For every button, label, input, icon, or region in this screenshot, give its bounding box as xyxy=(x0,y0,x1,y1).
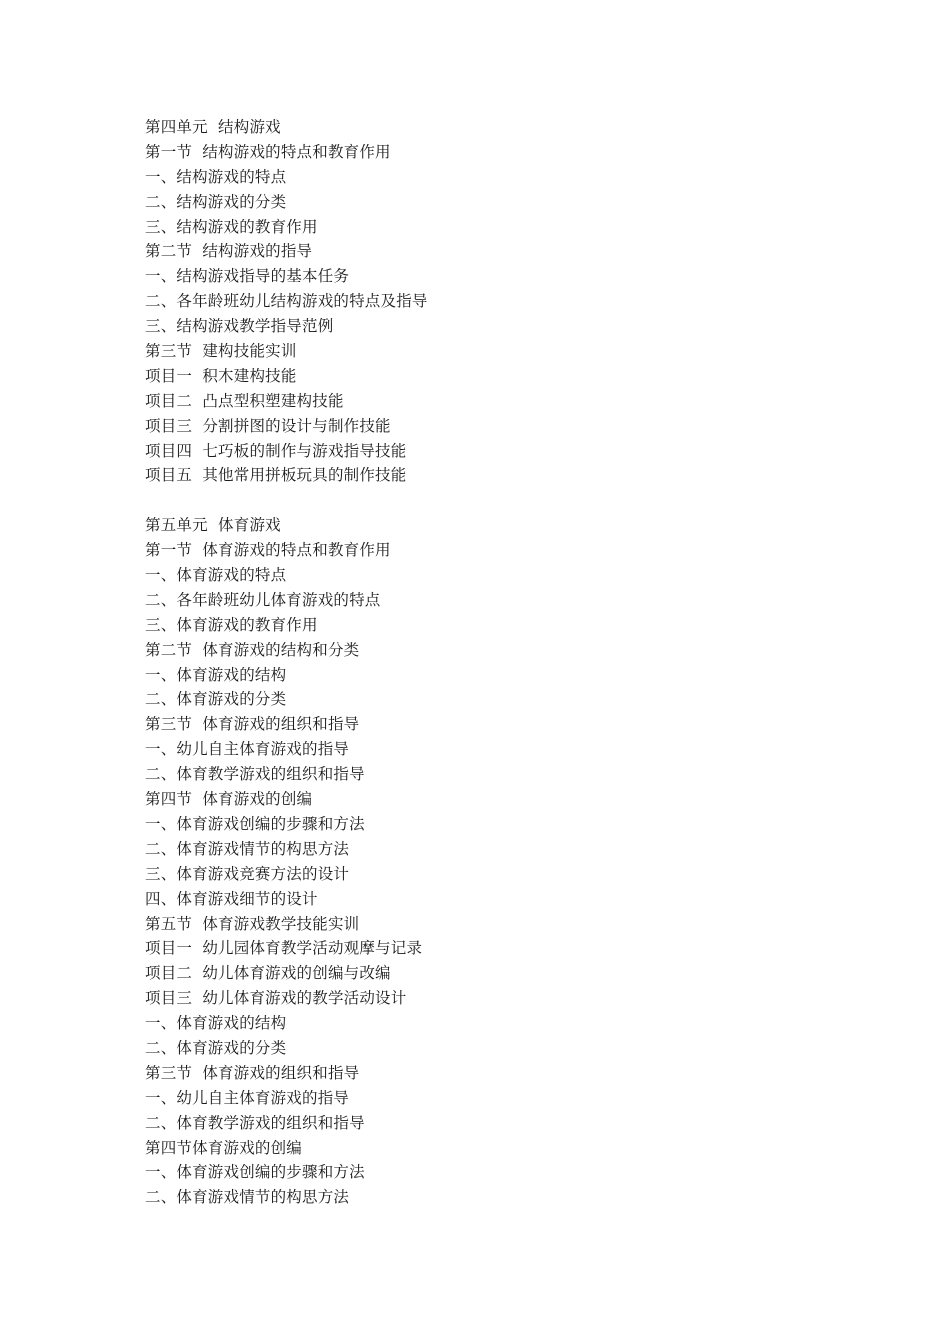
list-item: 二、各年龄班幼儿体育游戏的特点 xyxy=(145,590,381,609)
list-item: 一、结构游戏的特点 xyxy=(145,167,287,186)
chapter-heading: 第一节 体育游戏的特点和教育作用 xyxy=(145,541,391,560)
list-item: 二、体育游戏的分类 xyxy=(145,1038,287,1057)
list-item: 一、体育游戏的结构 xyxy=(145,1014,287,1033)
project-item: 项目一 积木建构技能 xyxy=(145,366,297,385)
project-item: 项目三 分割拼图的设计与制作技能 xyxy=(145,416,391,435)
list-item: 一、结构游戏指导的基本任务 xyxy=(145,267,350,286)
unit-title: 第四单元 结构游戏 xyxy=(145,118,281,136)
chapter-heading: 第三节 建构技能实训 xyxy=(145,342,297,361)
list-item: 一、体育游戏的特点 xyxy=(145,566,287,585)
chapter-heading: 第三节 体育游戏的组织和指导 xyxy=(145,715,360,734)
list-item: 一、幼儿自主体育游戏的指导 xyxy=(145,1088,350,1107)
list-item: 一、体育游戏创编的步骤和方法 xyxy=(145,1163,365,1182)
chapter-heading: 第二节 体育游戏的结构和分类 xyxy=(145,640,360,659)
list-item: 二、各年龄班幼儿结构游戏的特点及指导 xyxy=(145,292,428,311)
list-item: 三、结构游戏的教育作用 xyxy=(145,217,318,236)
list-item: 二、体育教学游戏的组织和指导 xyxy=(145,1113,365,1132)
project-item: 项目二 幼儿体育游戏的创编与改编 xyxy=(145,964,391,983)
section-spacer xyxy=(145,488,845,513)
chapter-heading: 第四节 体育游戏的创编 xyxy=(145,790,313,809)
unit-4-section xyxy=(145,115,845,488)
project-item: 项目三 幼儿体育游戏的教学活动设计 xyxy=(145,989,407,1008)
list-item: 二、体育教学游戏的组织和指导 xyxy=(145,765,365,784)
chapter-heading: 第四节体育游戏的创编 xyxy=(145,1138,303,1157)
list-item: 二、体育游戏的分类 xyxy=(145,690,287,709)
list-item: 三、体育游戏的教育作用 xyxy=(145,615,318,634)
list-item: 二、体育游戏情节的构思方法 xyxy=(145,839,350,858)
list-item: 一、幼儿自主体育游戏的指导 xyxy=(145,740,350,759)
list-item: 二、结构游戏的分类 xyxy=(145,192,287,211)
chapter-heading: 第三节 体育游戏的组织和指导 xyxy=(145,1063,360,1082)
list-item: 四、体育游戏细节的设计 xyxy=(145,889,318,908)
chapter-heading: 第二节 结构游戏的指导 xyxy=(145,242,313,261)
chapter-heading: 第一节 结构游戏的特点和教育作用 xyxy=(145,142,391,161)
project-item: 项目一 幼儿园体育教学活动观摩与记录 xyxy=(145,939,423,958)
project-item: 项目四 七巧板的制作与游戏指导技能 xyxy=(145,441,407,460)
list-item: 二、体育游戏情节的构思方法 xyxy=(145,1188,350,1207)
list-item: 三、结构游戏教学指导范例 xyxy=(145,317,334,336)
chapter-heading: 第五节 体育游戏教学技能实训 xyxy=(145,914,360,933)
project-item: 项目五 其他常用拼板玩具的制作技能 xyxy=(145,466,407,485)
unit-5-section xyxy=(145,513,845,1210)
list-item: 三、体育游戏竞赛方法的设计 xyxy=(145,864,350,883)
project-item: 项目二 凸点型积塑建构技能 xyxy=(145,391,344,410)
table-of-contents xyxy=(145,115,845,1210)
unit-title: 第五单元 体育游戏 xyxy=(145,516,281,535)
list-item: 一、体育游戏的结构 xyxy=(145,665,287,684)
list-item: 一、体育游戏创编的步骤和方法 xyxy=(145,814,365,833)
